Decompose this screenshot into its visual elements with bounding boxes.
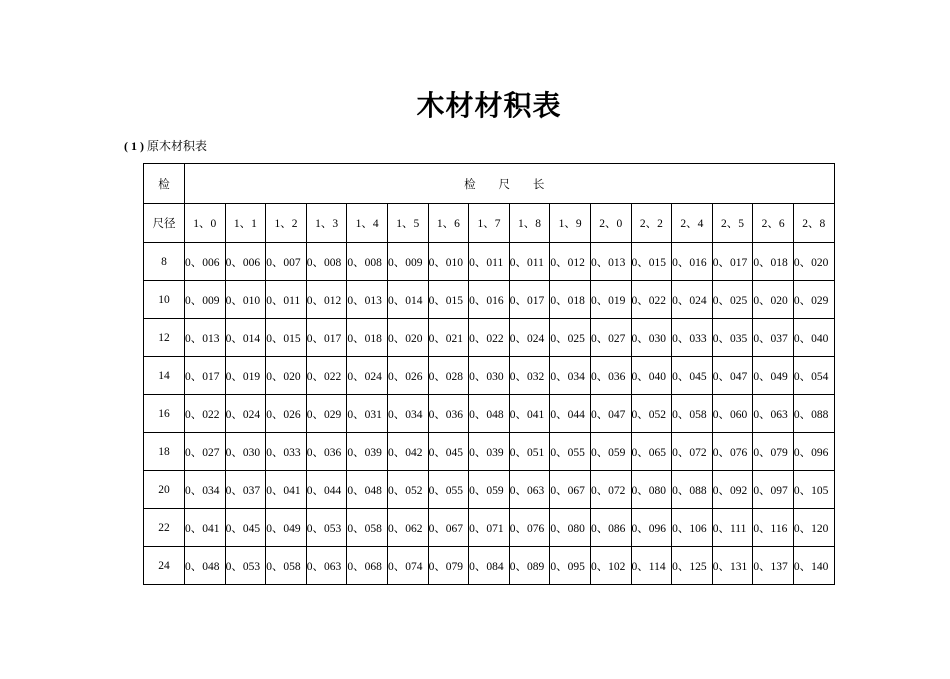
volume-cell: 0、116 bbox=[753, 509, 794, 547]
volume-cell: 0、111 bbox=[712, 509, 753, 547]
volume-cell: 0、080 bbox=[631, 471, 672, 509]
volume-cell: 0、017 bbox=[712, 243, 753, 281]
volume-cell: 0、048 bbox=[185, 547, 226, 585]
volume-cell: 0、036 bbox=[590, 357, 631, 395]
length-header-cell: 1、8 bbox=[509, 204, 550, 243]
volume-cell: 0、006 bbox=[185, 243, 226, 281]
volume-cell: 0、114 bbox=[631, 547, 672, 585]
table-row bbox=[144, 357, 835, 395]
volume-cell: 0、029 bbox=[793, 281, 834, 319]
volume-cell: 0、041 bbox=[185, 509, 226, 547]
length-header-cell: 2、8 bbox=[793, 204, 834, 243]
volume-cell: 0、063 bbox=[509, 471, 550, 509]
volume-cell: 0、058 bbox=[266, 547, 307, 585]
volume-cell: 0、030 bbox=[225, 433, 266, 471]
volume-cell: 0、022 bbox=[631, 281, 672, 319]
volume-cell: 0、026 bbox=[266, 395, 307, 433]
length-header-cell: 1、5 bbox=[387, 204, 428, 243]
volume-cell: 0、015 bbox=[266, 319, 307, 357]
table-row bbox=[144, 433, 835, 471]
volume-cell: 0、030 bbox=[469, 357, 510, 395]
volume-cell: 0、022 bbox=[306, 357, 347, 395]
volume-cell: 0、055 bbox=[550, 433, 591, 471]
table-row bbox=[144, 319, 835, 357]
volume-cell: 0、042 bbox=[387, 433, 428, 471]
volume-cell: 0、018 bbox=[550, 281, 591, 319]
volume-cell: 0、027 bbox=[590, 319, 631, 357]
volume-cell: 0、032 bbox=[509, 357, 550, 395]
volume-cell: 0、036 bbox=[306, 433, 347, 471]
volume-cell: 0、019 bbox=[225, 357, 266, 395]
volume-cell: 0、016 bbox=[672, 243, 713, 281]
volume-cell: 0、106 bbox=[672, 509, 713, 547]
volume-cell: 0、053 bbox=[225, 547, 266, 585]
diameter-cell: 14 bbox=[144, 357, 185, 395]
length-header-cell: 1、3 bbox=[306, 204, 347, 243]
volume-cell: 0、009 bbox=[185, 281, 226, 319]
volume-cell: 0、009 bbox=[387, 243, 428, 281]
length-header-cell: 1、2 bbox=[266, 204, 307, 243]
volume-cell: 0、048 bbox=[469, 395, 510, 433]
volume-cell: 0、024 bbox=[672, 281, 713, 319]
header-row-lengths bbox=[144, 204, 835, 243]
corner-bottom-cell: 尺径 bbox=[144, 204, 185, 243]
length-header-cell: 1、9 bbox=[550, 204, 591, 243]
volume-cell: 0、074 bbox=[387, 547, 428, 585]
volume-cell: 0、010 bbox=[428, 243, 469, 281]
volume-cell: 0、089 bbox=[509, 547, 550, 585]
volume-cell: 0、017 bbox=[306, 319, 347, 357]
volume-cell: 0、084 bbox=[469, 547, 510, 585]
volume-cell: 0、016 bbox=[469, 281, 510, 319]
corner-top-cell: 检 bbox=[144, 164, 185, 204]
volume-cell: 0、058 bbox=[347, 509, 388, 547]
volume-cell: 0、055 bbox=[428, 471, 469, 509]
length-header-cell: 2、0 bbox=[590, 204, 631, 243]
volume-cell: 0、092 bbox=[712, 471, 753, 509]
volume-cell: 0、047 bbox=[712, 357, 753, 395]
volume-cell: 0、047 bbox=[590, 395, 631, 433]
table-body bbox=[144, 164, 835, 585]
section-number: ( 1 ) bbox=[124, 139, 144, 153]
volume-cell: 0、080 bbox=[550, 509, 591, 547]
volume-cell: 0、035 bbox=[712, 319, 753, 357]
section-subtitle bbox=[124, 137, 207, 154]
table-row bbox=[144, 243, 835, 281]
volume-cell: 0、010 bbox=[225, 281, 266, 319]
volume-cell: 0、034 bbox=[550, 357, 591, 395]
volume-cell: 0、063 bbox=[753, 395, 794, 433]
volume-cell: 0、059 bbox=[469, 471, 510, 509]
volume-cell: 0、018 bbox=[347, 319, 388, 357]
volume-cell: 0、060 bbox=[712, 395, 753, 433]
volume-cell: 0、014 bbox=[225, 319, 266, 357]
diameter-cell: 10 bbox=[144, 281, 185, 319]
volume-cell: 0、052 bbox=[387, 471, 428, 509]
volume-cell: 0、044 bbox=[306, 471, 347, 509]
page-title: 木材材积表 bbox=[416, 89, 562, 122]
volume-cell: 0、125 bbox=[672, 547, 713, 585]
volume-cell: 0、027 bbox=[185, 433, 226, 471]
volume-cell: 0、040 bbox=[631, 357, 672, 395]
table-row bbox=[144, 395, 835, 433]
volume-cell: 0、025 bbox=[550, 319, 591, 357]
volume-cell: 0、022 bbox=[185, 395, 226, 433]
volume-cell: 0、137 bbox=[753, 547, 794, 585]
header-row-group bbox=[144, 164, 835, 204]
volume-cell: 0、006 bbox=[225, 243, 266, 281]
volume-cell: 0、033 bbox=[672, 319, 713, 357]
volume-cell: 0、029 bbox=[306, 395, 347, 433]
length-header-cell: 1、0 bbox=[185, 204, 226, 243]
volume-cell: 0、105 bbox=[793, 471, 834, 509]
volume-cell: 0、028 bbox=[428, 357, 469, 395]
volume-cell: 0、013 bbox=[347, 281, 388, 319]
volume-cell: 0、049 bbox=[753, 357, 794, 395]
volume-cell: 0、034 bbox=[387, 395, 428, 433]
volume-cell: 0、037 bbox=[225, 471, 266, 509]
volume-cell: 0、017 bbox=[185, 357, 226, 395]
length-header-cell: 1、1 bbox=[225, 204, 266, 243]
volume-cell: 0、013 bbox=[185, 319, 226, 357]
volume-cell: 0、039 bbox=[347, 433, 388, 471]
volume-cell: 0、131 bbox=[712, 547, 753, 585]
volume-cell: 0、017 bbox=[509, 281, 550, 319]
length-header-cell: 1、6 bbox=[428, 204, 469, 243]
volume-cell: 0、026 bbox=[387, 357, 428, 395]
length-header-cell: 2、6 bbox=[753, 204, 794, 243]
volume-cell: 0、088 bbox=[672, 471, 713, 509]
volume-cell: 0、020 bbox=[753, 281, 794, 319]
volume-cell: 0、045 bbox=[672, 357, 713, 395]
length-header-cell: 2、5 bbox=[712, 204, 753, 243]
volume-cell: 0、086 bbox=[590, 509, 631, 547]
volume-cell: 0、015 bbox=[428, 281, 469, 319]
volume-cell: 0、008 bbox=[347, 243, 388, 281]
volume-cell: 0、062 bbox=[387, 509, 428, 547]
timber-volume-table bbox=[143, 163, 835, 585]
volume-cell: 0、102 bbox=[590, 547, 631, 585]
volume-cell: 0、072 bbox=[590, 471, 631, 509]
volume-cell: 0、096 bbox=[631, 509, 672, 547]
table-row bbox=[144, 547, 835, 585]
table-row bbox=[144, 471, 835, 509]
volume-cell: 0、036 bbox=[428, 395, 469, 433]
volume-cell: 0、140 bbox=[793, 547, 834, 585]
volume-cell: 0、048 bbox=[347, 471, 388, 509]
length-group-header: 检 尺 长 bbox=[185, 164, 835, 204]
volume-cell: 0、022 bbox=[469, 319, 510, 357]
volume-cell: 0、025 bbox=[712, 281, 753, 319]
volume-cell: 0、020 bbox=[387, 319, 428, 357]
volume-cell: 0、068 bbox=[347, 547, 388, 585]
volume-cell: 0、041 bbox=[266, 471, 307, 509]
volume-cell: 0、033 bbox=[266, 433, 307, 471]
volume-cell: 0、031 bbox=[347, 395, 388, 433]
volume-cell: 0、014 bbox=[387, 281, 428, 319]
volume-cell: 0、072 bbox=[672, 433, 713, 471]
volume-cell: 0、079 bbox=[428, 547, 469, 585]
volume-cell: 0、012 bbox=[306, 281, 347, 319]
volume-cell: 0、039 bbox=[469, 433, 510, 471]
diameter-cell: 24 bbox=[144, 547, 185, 585]
volume-cell: 0、015 bbox=[631, 243, 672, 281]
table-row bbox=[144, 281, 835, 319]
volume-cell: 0、045 bbox=[225, 509, 266, 547]
volume-cell: 0、051 bbox=[509, 433, 550, 471]
volume-cell: 0、049 bbox=[266, 509, 307, 547]
volume-cell: 0、020 bbox=[793, 243, 834, 281]
section-name: 原木材积表 bbox=[147, 139, 208, 153]
volume-cell: 0、018 bbox=[753, 243, 794, 281]
volume-cell: 0、045 bbox=[428, 433, 469, 471]
volume-cell: 0、120 bbox=[793, 509, 834, 547]
volume-cell: 0、063 bbox=[306, 547, 347, 585]
volume-cell: 0、079 bbox=[753, 433, 794, 471]
volume-cell: 0、007 bbox=[266, 243, 307, 281]
table-row bbox=[144, 509, 835, 547]
length-header-cell: 2、4 bbox=[672, 204, 713, 243]
volume-cell: 0、024 bbox=[509, 319, 550, 357]
volume-cell: 0、011 bbox=[509, 243, 550, 281]
volume-cell: 0、030 bbox=[631, 319, 672, 357]
volume-cell: 0、067 bbox=[428, 509, 469, 547]
volume-cell: 0、012 bbox=[550, 243, 591, 281]
length-header-cell: 1、4 bbox=[347, 204, 388, 243]
volume-cell: 0、052 bbox=[631, 395, 672, 433]
volume-cell: 0、024 bbox=[225, 395, 266, 433]
volume-cell: 0、097 bbox=[753, 471, 794, 509]
volume-cell: 0、071 bbox=[469, 509, 510, 547]
diameter-cell: 20 bbox=[144, 471, 185, 509]
volume-cell: 0、011 bbox=[266, 281, 307, 319]
volume-cell: 0、037 bbox=[753, 319, 794, 357]
diameter-cell: 16 bbox=[144, 395, 185, 433]
volume-cell: 0、076 bbox=[509, 509, 550, 547]
volume-cell: 0、011 bbox=[469, 243, 510, 281]
volume-cell: 0、096 bbox=[793, 433, 834, 471]
diameter-cell: 22 bbox=[144, 509, 185, 547]
volume-cell: 0、058 bbox=[672, 395, 713, 433]
volume-cell: 0、021 bbox=[428, 319, 469, 357]
volume-cell: 0、020 bbox=[266, 357, 307, 395]
volume-cell: 0、044 bbox=[550, 395, 591, 433]
volume-cell: 0、053 bbox=[306, 509, 347, 547]
volume-cell: 0、013 bbox=[590, 243, 631, 281]
volume-cell: 0、041 bbox=[509, 395, 550, 433]
volume-cell: 0、067 bbox=[550, 471, 591, 509]
volume-cell: 0、019 bbox=[590, 281, 631, 319]
diameter-cell: 8 bbox=[144, 243, 185, 281]
volume-cell: 0、024 bbox=[347, 357, 388, 395]
volume-cell: 0、008 bbox=[306, 243, 347, 281]
diameter-cell: 18 bbox=[144, 433, 185, 471]
length-header-cell: 2、2 bbox=[631, 204, 672, 243]
length-header-cell: 1、7 bbox=[469, 204, 510, 243]
diameter-cell: 12 bbox=[144, 319, 185, 357]
volume-cell: 0、034 bbox=[185, 471, 226, 509]
volume-cell: 0、076 bbox=[712, 433, 753, 471]
volume-cell: 0、088 bbox=[793, 395, 834, 433]
volume-cell: 0、054 bbox=[793, 357, 834, 395]
volume-cell: 0、095 bbox=[550, 547, 591, 585]
volume-cell: 0、065 bbox=[631, 433, 672, 471]
volume-cell: 0、040 bbox=[793, 319, 834, 357]
volume-cell: 0、059 bbox=[590, 433, 631, 471]
